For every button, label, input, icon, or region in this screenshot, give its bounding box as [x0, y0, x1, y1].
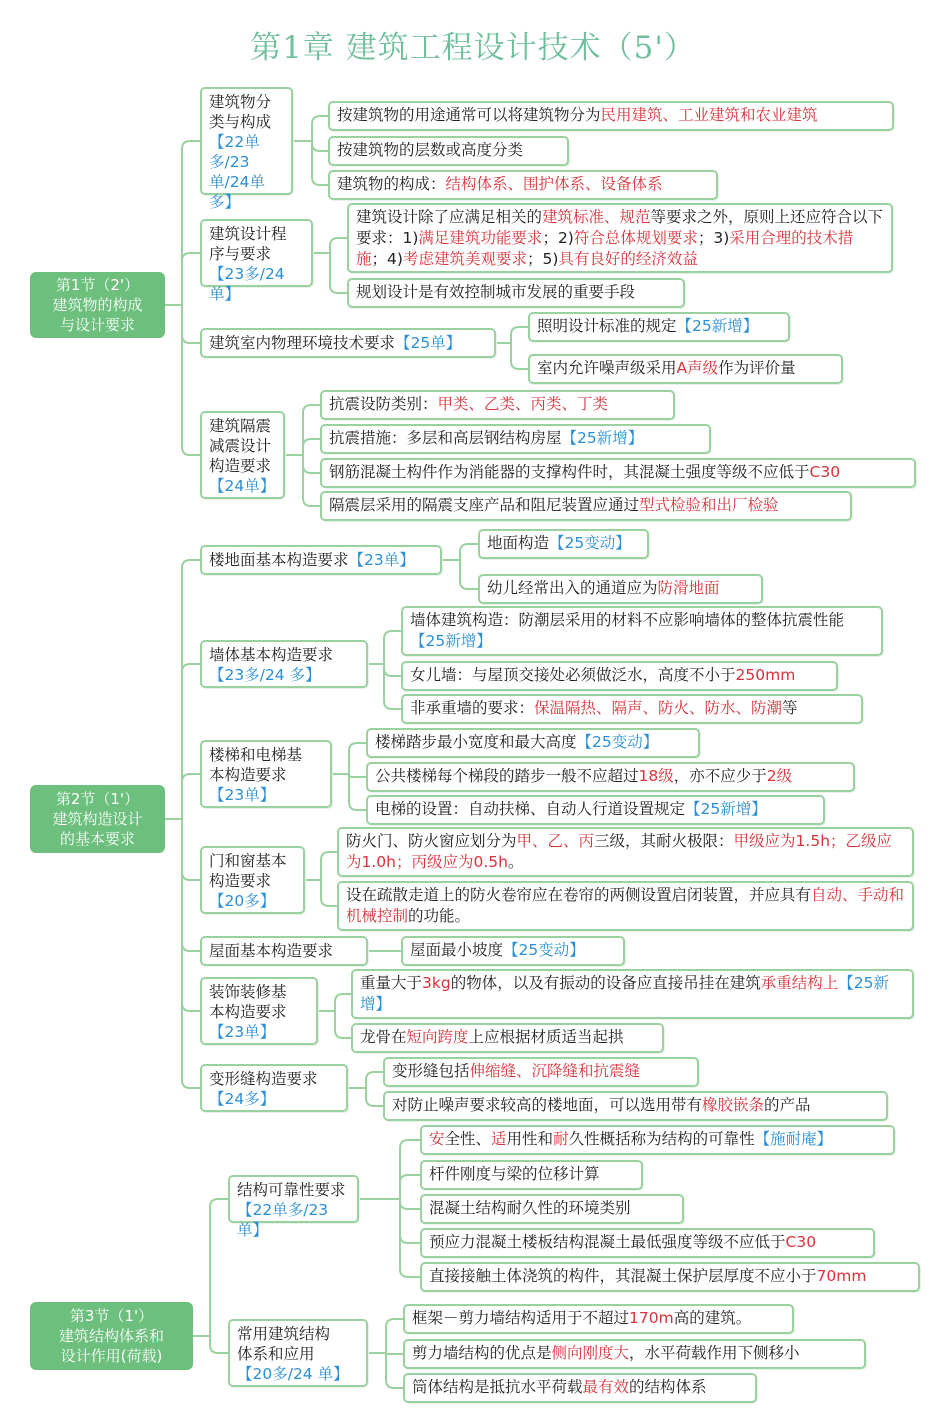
leaf-item — [420, 1262, 920, 1292]
connector-line — [335, 1011, 351, 1038]
topic-line: 结构可靠性要求 — [237, 1181, 346, 1199]
connector-line — [182, 305, 200, 455]
topic-building-classification — [200, 87, 293, 211]
leaf-text: 框架－剪力墙结构适用于不超过 — [412, 1309, 630, 1327]
highlight-text: 橡胶嵌条 — [702, 1096, 765, 1114]
leaf-text: 抗震措施：多层和高层钢结构房屋 — [329, 429, 562, 447]
leaf-text: 高的建筑。 — [673, 1309, 752, 1327]
topic-line: 屋面基本构造要求 — [209, 942, 334, 960]
leaf-item — [401, 606, 883, 656]
highlight-text: 适 — [491, 1130, 507, 1148]
leaf-item — [337, 827, 914, 877]
highlight-text: 保温隔热、隔声、防火、防水、防潮 — [534, 699, 783, 717]
leaf-item — [401, 661, 838, 691]
leaf-text: 设在疏散走道上的防火卷帘应在卷帘的两侧设置启闭装置，并应具有 — [346, 886, 812, 904]
leaf-item — [403, 1339, 866, 1369]
leaf-text: 按建筑物的用途通常可以将建筑物分为 — [337, 106, 601, 124]
leaf-text: ，水平荷载作用下侧移小 — [629, 1344, 800, 1362]
section-2 — [30, 785, 165, 853]
highlight-text: 耐 — [553, 1130, 569, 1148]
connector-line — [511, 343, 528, 369]
page-title: 第1章 建筑工程设计技术（5'） — [250, 30, 696, 66]
highlight-text: 结构体系、围护体系、设备体系 — [445, 175, 663, 193]
leaf-item — [528, 312, 790, 342]
leaf-text: ；3) — [697, 229, 730, 247]
leaf-text: ；2) — [542, 229, 574, 247]
connector-line — [210, 1336, 228, 1353]
topic-line: 建筑室内物理环境技术要求 — [209, 334, 396, 352]
topic-stairs-elevators — [200, 740, 332, 808]
leaf-item — [320, 424, 711, 454]
topic-tag: 【24多】 — [209, 1090, 276, 1108]
leaf-item — [420, 1125, 895, 1155]
highlight-text: 甲级应为1.5h；乙级应为1.0h；丙级应为0.5h — [346, 832, 893, 871]
leaf-item — [401, 694, 863, 724]
topic-line: 类与构成 — [209, 113, 272, 131]
topic-seismic-isolation — [200, 411, 285, 499]
topic-tag: 【23单】 — [209, 1023, 276, 1041]
topic-tag: 【23多/24 多】 — [209, 666, 321, 684]
leaf-text: 变形缝包括 — [392, 1062, 470, 1080]
leaf-text: 规划设计是有效控制城市发展的重要手段 — [356, 283, 636, 301]
leaf-text: 三级，其耐火极限： — [594, 832, 734, 850]
connector-line — [182, 819, 200, 1011]
connector-line — [460, 560, 478, 589]
connector-line — [511, 327, 528, 343]
topic-deformation-joint — [200, 1064, 348, 1112]
connector-line — [330, 253, 347, 293]
leaf-item — [320, 458, 916, 488]
connector-line — [366, 1072, 383, 1088]
highlight-text: 70mm — [816, 1267, 867, 1285]
topic-line: 门和窗基本 — [209, 852, 287, 870]
leaf-text: 楼梯踏步最小宽度和最大高度 — [375, 733, 577, 751]
topic-line: 墙体基本构造要求 — [209, 646, 334, 664]
leaf-item — [420, 1160, 643, 1190]
leaf-item — [337, 881, 914, 931]
leaf-text: 久性概括称为结构的可靠性 — [568, 1130, 755, 1148]
leaf-text: ；4) — [371, 250, 403, 268]
leaf-text: 防火门、防火窗应划分为 — [346, 832, 517, 850]
highlight-text: C30 — [785, 1233, 817, 1251]
leaf-text: 室内允许噪声级采用 — [537, 359, 677, 377]
connector-line — [321, 880, 337, 906]
topic-tag: 【23单】 — [209, 786, 276, 804]
leaf-item — [366, 795, 825, 825]
leaf-item — [366, 728, 700, 758]
highlight-text: 民用建筑、工业建筑和农业建筑 — [600, 106, 818, 124]
connector-line — [386, 1319, 403, 1353]
connector-line — [335, 994, 351, 1011]
leaf-text: 幼儿经常出入的通道应为 — [487, 579, 658, 597]
connector-line — [400, 1175, 420, 1199]
topic-line: 装饰装修基 — [209, 983, 287, 1001]
leaf-text: 建筑物的构成： — [337, 175, 446, 193]
topic-structural-reliability — [228, 1175, 359, 1239]
leaf-text: 等要求之外，原则上还应符合以下要求：1) — [356, 208, 884, 247]
highlight-text: 短向跨度 — [406, 1028, 469, 1046]
connector-line — [182, 774, 200, 819]
topic-line: 体系和应用 — [237, 1345, 315, 1363]
highlight-text: 符合总体规划要求 — [573, 229, 698, 247]
topic-roof-construction — [200, 936, 368, 966]
leaf-item — [478, 529, 649, 559]
leaf-item — [351, 969, 914, 1019]
leaf-text: 作为评价量 — [718, 359, 796, 377]
topic-design-procedure — [200, 219, 313, 303]
section-line: 设计作用(荷载) — [60, 1347, 163, 1365]
connector-line — [349, 774, 366, 777]
leaf-item — [347, 278, 685, 308]
connector-line — [182, 305, 200, 343]
section-line: 与设计要求 — [59, 316, 135, 334]
section-line: 第3节（1'） — [69, 1307, 154, 1325]
topic-line: 建筑隔震 — [209, 417, 272, 435]
leaf-item — [403, 1304, 794, 1334]
section-line: 建筑构造设计 — [52, 810, 143, 828]
leaf-text: 隔震层采用的隔震支座产品和阻尼装置应通过 — [329, 496, 640, 514]
section-line: 建筑物的构成 — [52, 296, 143, 314]
connector-line — [182, 819, 200, 951]
highlight-text: 250mm — [735, 666, 796, 684]
leaf-item — [320, 491, 852, 521]
highlight-text: 3kg — [422, 974, 451, 992]
topic-line: 减震设计 — [209, 437, 272, 455]
highlight-text: C30 — [809, 463, 841, 481]
leaf-item — [383, 1091, 888, 1121]
topic-tag: 【22单多/23单/24单多】 — [209, 133, 265, 211]
leaf-text: ，亦不应少于 — [673, 767, 767, 785]
leaf-text: 对防止噪声要求较高的楼地面，可以选用带有 — [392, 1096, 703, 1114]
connector-line — [210, 1199, 228, 1336]
exam-tag: 【25新增】 — [360, 974, 889, 1013]
highlight-text: 具有良好的经济效益 — [558, 250, 698, 268]
highlight-text: A声级 — [676, 359, 719, 377]
connector-line — [312, 141, 328, 151]
connector-line — [460, 544, 478, 560]
topic-tag: 【20多/24 单】 — [237, 1365, 349, 1383]
leaf-item — [351, 1023, 664, 1053]
topic-tag: 【23多/24单】 — [209, 265, 285, 303]
exam-tag: 【施耐庵】 — [754, 1130, 833, 1148]
highlight-text: 2级 — [766, 767, 793, 785]
topic-line: 构造要求 — [209, 872, 272, 890]
leaf-text: 剪力墙结构的优点是 — [412, 1344, 552, 1362]
connector-line — [386, 1353, 403, 1354]
leaf-text: 上应根据材质适当起拱 — [468, 1028, 624, 1046]
topic-line: 变形缝构造要求 — [209, 1070, 318, 1088]
topic-wall-construction — [200, 640, 368, 688]
connector-line — [303, 439, 320, 455]
leaf-text: ；5) — [526, 250, 559, 268]
section-line: 第1节（2'） — [55, 276, 140, 294]
connector-line — [303, 405, 320, 455]
leaf-text: 照明设计标准的规定 — [537, 317, 677, 335]
topic-tag: 【23单】 — [348, 551, 415, 569]
leaf-item — [401, 936, 625, 966]
connector-line — [182, 819, 200, 1088]
connector-line — [303, 455, 320, 506]
leaf-item — [420, 1228, 875, 1258]
leaf-item — [420, 1194, 684, 1224]
leaf-text: 非承重墙的要求： — [410, 699, 535, 717]
connector-line — [400, 1199, 420, 1277]
leaf-text: 用性和 — [506, 1130, 554, 1148]
topic-line: 序与要求 — [209, 245, 272, 263]
leaf-text: 筒体结构是抵抗水平荷载 — [412, 1378, 583, 1396]
topic-line: 楼地面基本构造要求 — [209, 551, 349, 569]
highlight-text: 型式检验和出厂检验 — [639, 496, 779, 514]
section-1 — [30, 272, 165, 338]
section-3 — [30, 1302, 193, 1370]
leaf-item — [347, 203, 893, 273]
topic-line: 建筑物分 — [209, 93, 272, 111]
leaf-text: 屋面最小坡度 — [410, 941, 504, 959]
connector-line — [400, 1199, 420, 1209]
connector-line — [384, 631, 401, 664]
connector-line — [349, 774, 366, 810]
connector-line — [384, 664, 401, 676]
exam-tag: 【25变动】 — [503, 941, 585, 959]
leaf-text: 。 — [507, 853, 524, 871]
highlight-text: 承重结构上 — [760, 974, 839, 992]
highlight-text: 18级 — [638, 767, 674, 785]
topic-tag: 【25单】 — [395, 334, 462, 352]
leaf-text: 全性、 — [444, 1130, 492, 1148]
highlight-text: 170m — [629, 1309, 674, 1327]
exam-tag: 【25新增】 — [410, 632, 492, 650]
leaf-item — [328, 170, 718, 200]
leaf-text: 的结构体系 — [629, 1378, 707, 1396]
highlight-text: 自动、手动和机械控制 — [346, 886, 905, 925]
leaf-item — [366, 762, 855, 792]
leaf-text: 地面构造 — [487, 534, 550, 552]
leaf-text: 按建筑物的层数或高度分类 — [337, 141, 524, 159]
leaf-text: 电梯的设置：自动扶梯、自动人行道设置规定 — [375, 800, 686, 818]
connector-line — [303, 455, 320, 473]
leaf-item — [528, 354, 843, 384]
highlight-text: 建筑标准、规范 — [542, 208, 651, 226]
highlight-text: 伸缩缝、沉降缝和抗震缝 — [469, 1062, 641, 1080]
topic-floor-construction — [200, 545, 442, 575]
exam-tag: 【25变动】 — [576, 733, 659, 751]
leaf-text: 公共楼梯每个梯段的踏步一般不应超过 — [375, 767, 639, 785]
highlight-text: 满足建筑功能要求 — [418, 229, 543, 247]
leaf-text: 直接接触土体浇筑的构件，其混凝土保护层厚度不应小于 — [429, 1267, 817, 1285]
connector-line — [182, 560, 200, 819]
highlight-text: 最有效 — [582, 1378, 630, 1396]
leaf-text: 杆件刚度与梁的位移计算 — [429, 1165, 600, 1183]
topic-indoor-environment — [200, 328, 496, 358]
connector-line — [182, 253, 200, 305]
exam-tag: 【25新增】 — [676, 317, 759, 335]
leaf-text: 抗震设防类别： — [329, 395, 438, 413]
topic-line: 构造要求 — [209, 457, 272, 475]
leaf-item — [328, 136, 569, 166]
connector-line — [400, 1199, 420, 1243]
leaf-text: 建筑设计除了应满足相关的 — [356, 208, 543, 226]
leaf-item — [383, 1057, 699, 1087]
exam-tag: 【25新增】 — [561, 429, 644, 447]
topic-line: 常用建筑结构 — [237, 1325, 331, 1343]
topic-doors-windows — [200, 846, 305, 914]
leaf-item — [328, 101, 894, 131]
leaf-item — [478, 574, 763, 604]
topic-structural-systems — [228, 1319, 368, 1387]
connector-line — [400, 1140, 420, 1199]
connector-line — [330, 238, 347, 253]
highlight-text: 甲、乙、丙 — [516, 832, 595, 850]
leaf-text: 的物体，以及有振动的设备应直接吊挂在建筑 — [450, 974, 761, 992]
leaf-item — [403, 1373, 757, 1403]
exam-tag: 【25新增】 — [685, 800, 767, 818]
leaf-item — [320, 390, 675, 420]
topic-tag: 【20多】 — [209, 892, 276, 910]
leaf-text: 墙体建筑构造：防潮层采用的材料不应影响墙体的整体抗震性能 — [410, 611, 845, 629]
leaf-text: 龙骨在 — [360, 1028, 407, 1046]
connector-line — [182, 819, 200, 880]
leaf-text: 女儿墙：与屋顶交接处必须做泛水，高度不小于 — [410, 666, 736, 684]
section-line: 第2节（1'） — [55, 790, 140, 808]
connector-line — [349, 743, 366, 774]
topic-line: 楼梯和电梯基 — [209, 746, 303, 764]
leaf-text: 重量大于 — [360, 974, 423, 992]
connector-line — [312, 141, 328, 185]
topic-line: 本构造要求 — [209, 1003, 287, 1021]
connector-line — [386, 1353, 403, 1388]
section-line: 建筑结构体系和 — [58, 1327, 164, 1345]
leaf-text: 的功能。 — [408, 907, 471, 925]
highlight-text: 考虑建筑美观要求 — [402, 250, 527, 268]
section-line: 的基本要求 — [59, 830, 135, 848]
leaf-text: 等 — [782, 699, 798, 717]
highlight-text: 甲类、乙类、丙类、丁类 — [437, 395, 609, 413]
leaf-text: 预应力混凝土楼板结构混凝土最低强度等级不应低于 — [429, 1233, 786, 1251]
highlight-text: 侧向刚度大 — [551, 1344, 630, 1362]
leaf-text: 钢筋混凝土构件作为消能器的支撑构件时，其混凝土强度等级不应低于 — [329, 463, 810, 481]
exam-tag: 【25变动】 — [549, 534, 631, 552]
connector-line — [182, 664, 200, 819]
topic-decoration — [200, 977, 318, 1045]
connector-line — [366, 1088, 383, 1106]
highlight-text: 安 — [429, 1130, 445, 1148]
connector-line — [384, 664, 401, 709]
topic-tag: 【22单多/23 单】 — [237, 1201, 329, 1239]
connector-line — [182, 141, 200, 305]
highlight-text: 采用合理的技术措施 — [356, 229, 854, 268]
topic-line: 建筑设计程 — [209, 225, 287, 243]
connector-line — [312, 116, 328, 141]
highlight-text: 防滑地面 — [657, 579, 720, 597]
leaf-text: 的产品 — [764, 1096, 811, 1114]
leaf-text: 混凝土结构耐久性的环境类别 — [429, 1199, 631, 1217]
topic-tag: 【24单】 — [209, 477, 276, 495]
topic-line: 本构造要求 — [209, 766, 287, 784]
connector-line — [321, 852, 337, 880]
